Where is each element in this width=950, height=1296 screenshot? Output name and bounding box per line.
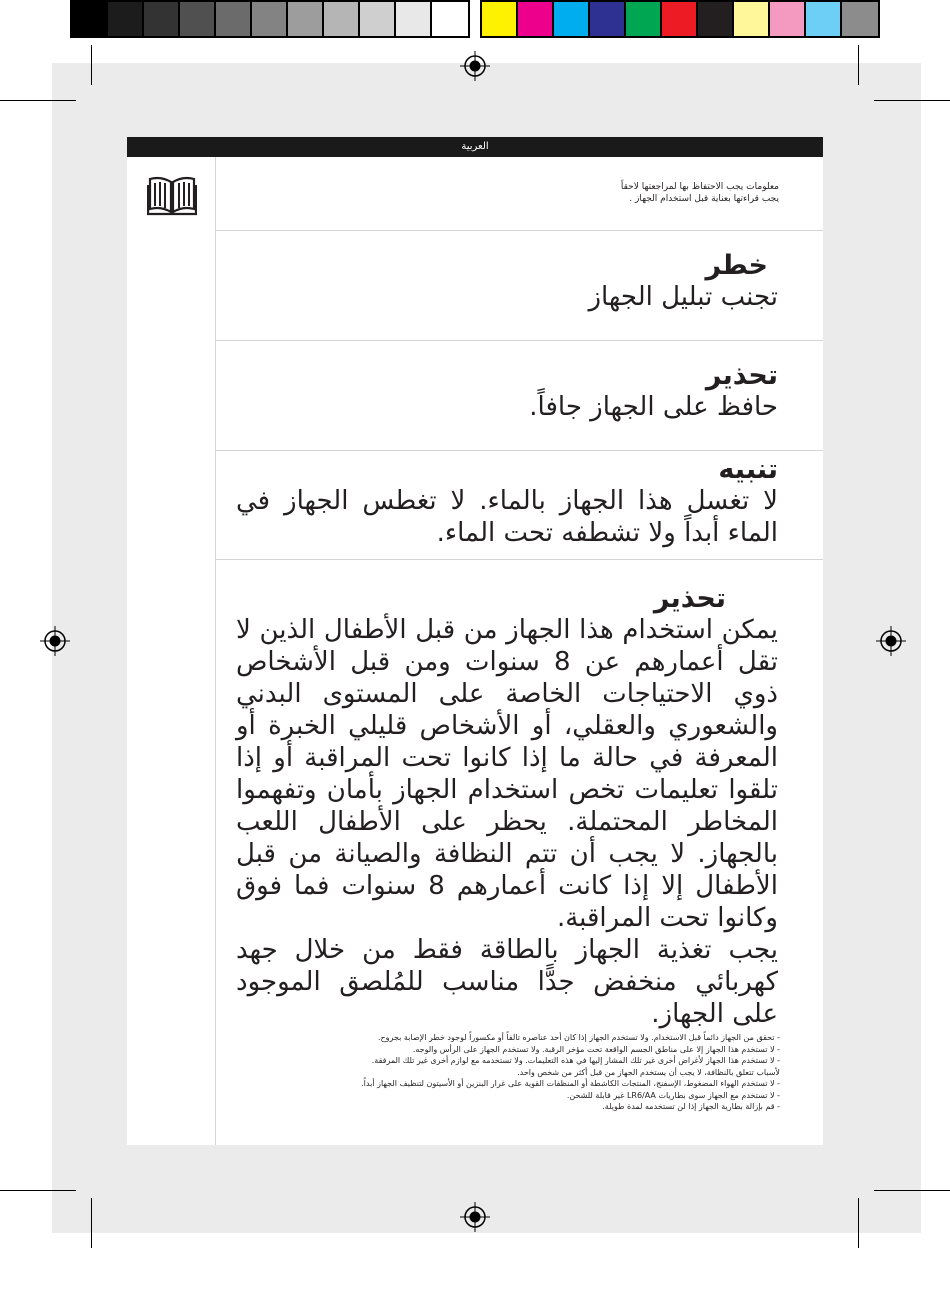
gray-calibration-bar (70, 0, 470, 38)
color-swatch (180, 2, 216, 36)
color-swatch (842, 2, 878, 36)
crop-mark (874, 1190, 950, 1191)
crop-mark (0, 1190, 76, 1191)
safety-notes-list (230, 1032, 780, 1113)
color-swatch (590, 2, 626, 36)
color-swatch (482, 2, 518, 36)
crop-mark (91, 45, 92, 85)
caution-section (236, 455, 778, 549)
crop-mark (858, 1198, 859, 1248)
section-heading: تحذير (705, 360, 778, 391)
crop-mark (91, 1198, 92, 1248)
color-swatch (396, 2, 432, 36)
section-text: تجنب تبليل الجهاز (588, 282, 778, 312)
color-swatch (360, 2, 396, 36)
section-text: يجب تغذية الجهاز بالطاقة فقط من خلال جهد كهربائي منخفض جدًّا مناسب للمُلصق الموجود على الجهاز. (236, 935, 778, 1029)
registration-mark-icon (40, 626, 70, 656)
list-item: - لا تستخدم هذا الجهاز إلا على مناطق الجسم الواقعة تحت مؤخر الرقبة. ولا تستخدم الجهاز على الرأس والوجه. (412, 1044, 780, 1054)
section-divider (216, 450, 823, 451)
color-swatch (216, 2, 252, 36)
color-swatch (518, 2, 554, 36)
intro-line: يجب قراءتها بعناية قبل استخدام الجهاز . (629, 194, 779, 204)
color-swatch (432, 2, 468, 36)
color-swatch (72, 2, 108, 36)
section-text: يمكن استخدام هذا الجهاز من قبل الأطفال الذين لا تقل أعمارهم عن 8 سنوات ومن قبل الأشخاص ذوي الاحتياجات الخاصة على المستوى البدني والشعوري والعقلي، أو الأشخاص قليلي الخبرة أو المعرفة في حالة ما إذا كانوا تحت المراقبة أو إذا تلقوا تعليمات تخص استخدام الجهاز بأمان وتفهموا المخاطر المحتملة. يحظر على الأطفال اللعب بالجهاز. لا يجب أن تتم النظافة والصيانة من قبل الأطفال إلا إذا كانت أعمارهم 8 سنوات فما فوق وكانوا تحت المراقبة. (236, 615, 778, 933)
color-swatch (144, 2, 180, 36)
section-heading: خطر (705, 250, 768, 281)
section-heading: تحذير (653, 583, 726, 614)
language-header: العربية (127, 137, 823, 157)
column-divider (215, 157, 216, 1145)
intro-text (507, 181, 779, 205)
color-swatch (554, 2, 590, 36)
color-swatch (626, 2, 662, 36)
color-swatch (662, 2, 698, 36)
book-icon (147, 173, 197, 217)
color-swatch (734, 2, 770, 36)
intro-line: معلومات يجب الاحتفاظ بها لمراجعتها لاحقاً (620, 182, 779, 192)
list-item: لأسباب تتعلق بالنظافة، لا يجب أن يستخدم الجهاز من قبل أكثر من شخص واحد. (517, 1067, 780, 1077)
warning-section (236, 361, 778, 423)
color-calibration-bar (480, 0, 880, 38)
list-item: - قم بإزالة بطارية الجهاز إذا لن تستخدمه لمدة طويلة. (602, 1102, 780, 1111)
registration-mark-icon (876, 626, 906, 656)
section-text: لا تغسل هذا الجهاز بالماء. لا تغطس الجهاز في الماء أبداً ولا تشطفه تحت الماء. (236, 486, 778, 548)
section-text: حافظ على الجهاز جافاً. (529, 392, 778, 422)
registration-mark-icon (460, 51, 490, 81)
list-item: - لا تستخدم الهواء المضغوط، الإسفنج، المنتجات الكاشطة أو المنظفات القوية على غرار البنزين أو الأسيتون لتنظيف الجهاز أبداً. (361, 1079, 780, 1088)
registration-mark-icon (460, 1202, 490, 1232)
crop-mark (0, 100, 76, 101)
list-item: - لا تستخدم مع الجهاز سوى بطاريات LR6/AA غير قابلة للشحن. (566, 1090, 780, 1100)
color-swatch (252, 2, 288, 36)
list-item: - لا تستخدم هذا الجهاز لأغراض أخرى غير تلك المشار إليها في هذه التعليمات. ولا تستخدمه مع لوازم أخرى غير تلك المرفقة. (371, 1056, 780, 1065)
color-swatch (288, 2, 324, 36)
color-swatch (698, 2, 734, 36)
color-swatch (806, 2, 842, 36)
crop-mark (858, 45, 859, 85)
section-divider (216, 340, 823, 341)
crop-mark (874, 100, 950, 101)
section-divider (216, 559, 823, 560)
color-swatch (770, 2, 806, 36)
color-swatch (324, 2, 360, 36)
manual-page (127, 137, 823, 1145)
danger-section (236, 251, 778, 313)
section-heading: تنبيه (718, 454, 778, 485)
list-item: - تحقق من الجهاز دائماً قبل الاستخدام. ولا تستخدم الجهاز إذا كان أحد عناصره تالفاً أو مكسوراً لوجود خطر الإصابة بجروح. (377, 1033, 780, 1042)
children-warning-section (236, 584, 778, 1030)
section-divider (216, 230, 823, 231)
color-swatch (108, 2, 144, 36)
